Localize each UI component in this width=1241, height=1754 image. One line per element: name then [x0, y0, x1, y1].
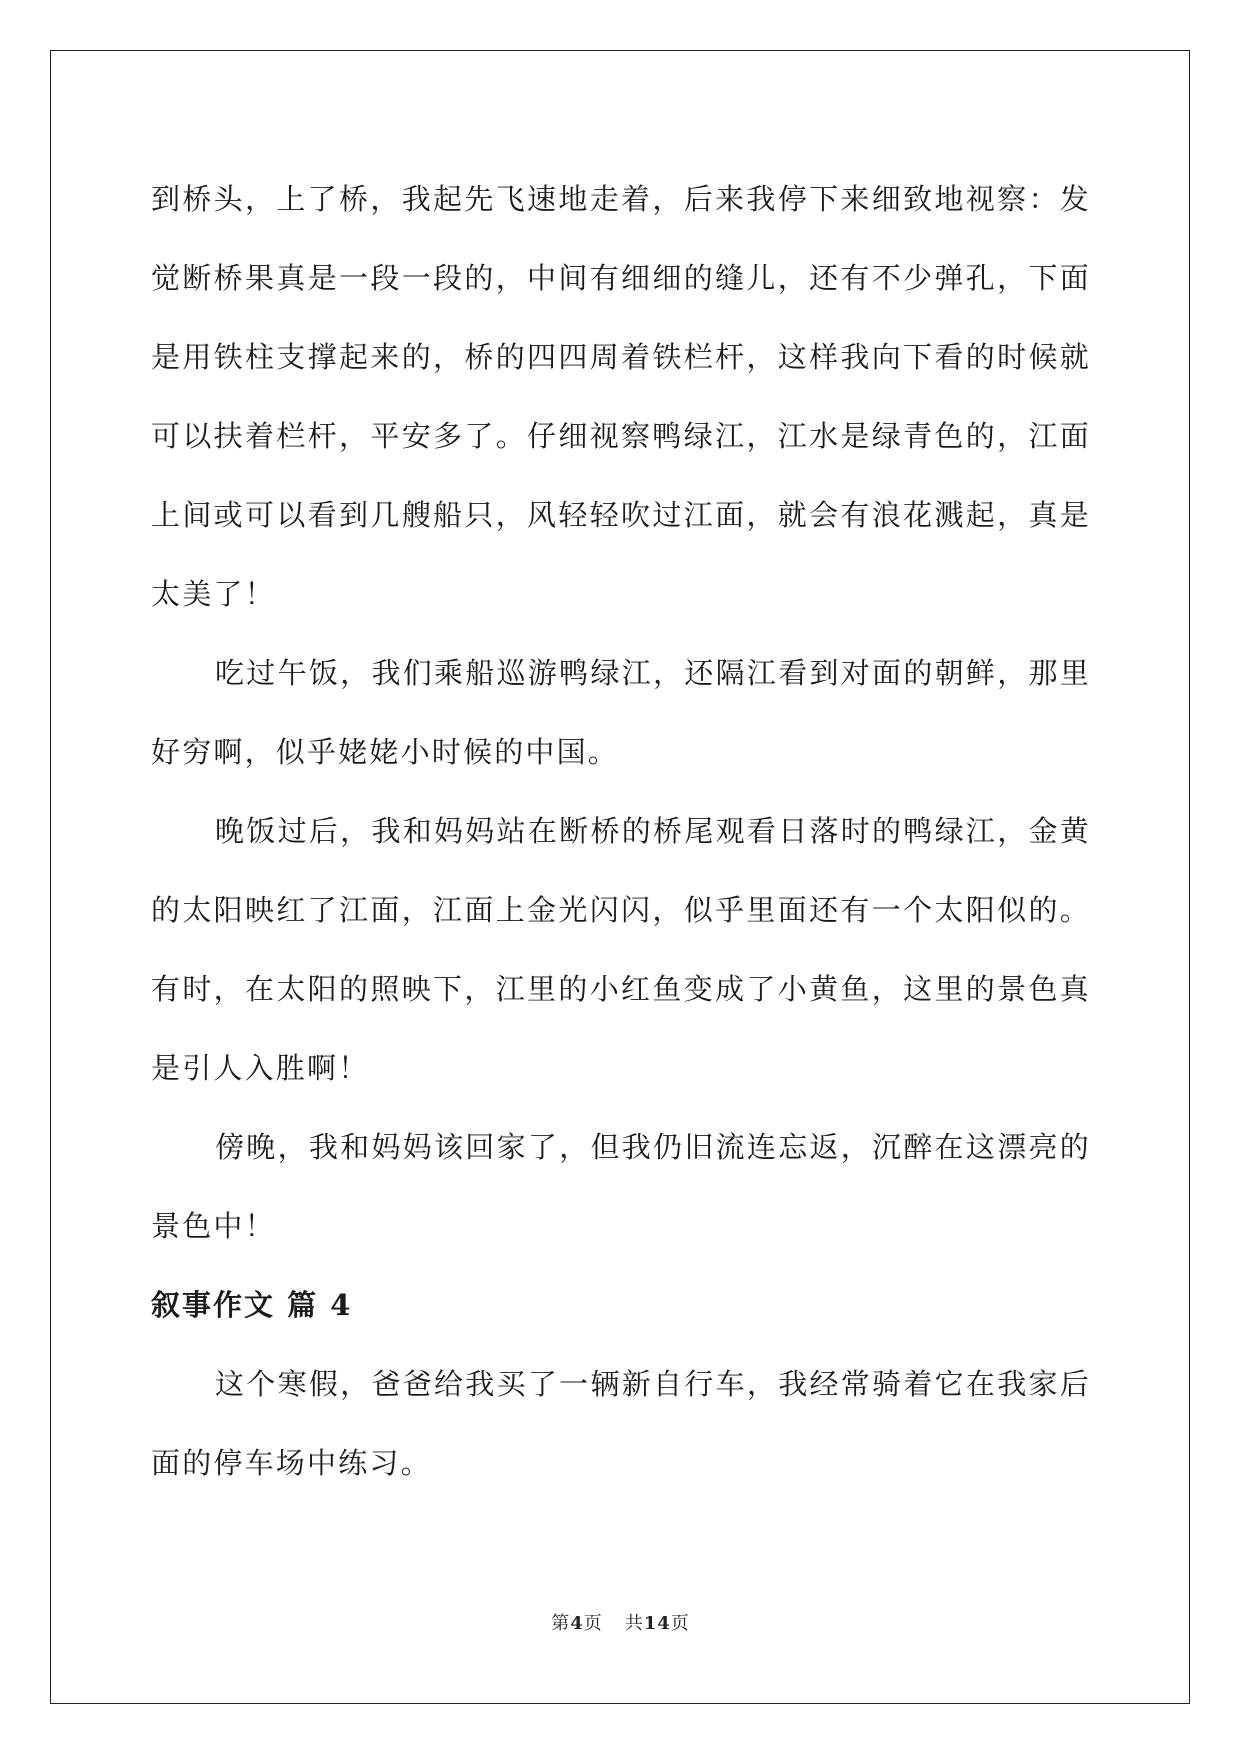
- footer-total-unit: 页: [670, 1613, 690, 1634]
- paragraph-2: 吃过午饭，我们乘船巡游鸭绿江，还隔江看到对面的朝鲜，那里好穷啊，似乎姥姥小时候的中国。: [151, 656, 1091, 769]
- paragraph-5: 这个寒假，爸爸给我买了一辆新自行车，我经常骑着它在我家后面的停车场中练习。: [151, 1367, 1091, 1480]
- footer-page-unit: 页: [583, 1613, 603, 1634]
- page-footer: [0, 1609, 1241, 1635]
- paragraph-3: 晚饭过后，我和妈妈站在断桥的桥尾观看日落时的鸭绿江，金黄的太阳映红了江面，江面上金光闪闪，似乎里面还有一个太阳似的。有时，在太阳的照映下，江里的小红鱼变成了小黄鱼，这里的景色真是引人入胜啊！: [151, 814, 1091, 1085]
- footer-page-current: 4: [570, 1613, 584, 1634]
- paragraph-1: 到桥头，上了桥，我起先飞速地走着，后来我停下来细致地视察：发觉断桥果真是一段一段的，中间有细细的缝儿，还有不少弹孔，下面是用铁柱支撑起来的，桥的四四周着铁栏杆，这样我向下看的时候就可以扶着栏杆，平安多了。仔细视察鸭绿江，江水是绿青色的，江面上间或可以看到几艘船只，风轻轻吹过江面，就会有浪花溅起，真是太美了！: [151, 182, 1091, 611]
- paragraph-4: 傍晚，我和妈妈该回家了，但我仍旧流连忘返，沉醉在这漂亮的景色中！: [151, 1130, 1091, 1243]
- document-body: [151, 160, 1091, 1503]
- footer-total-prefix: 共: [624, 1613, 644, 1634]
- footer-page-prefix: 第: [551, 1613, 571, 1634]
- footer-page-total: 14: [643, 1613, 671, 1634]
- section-heading: 叙事作文 篇 4: [151, 1288, 353, 1322]
